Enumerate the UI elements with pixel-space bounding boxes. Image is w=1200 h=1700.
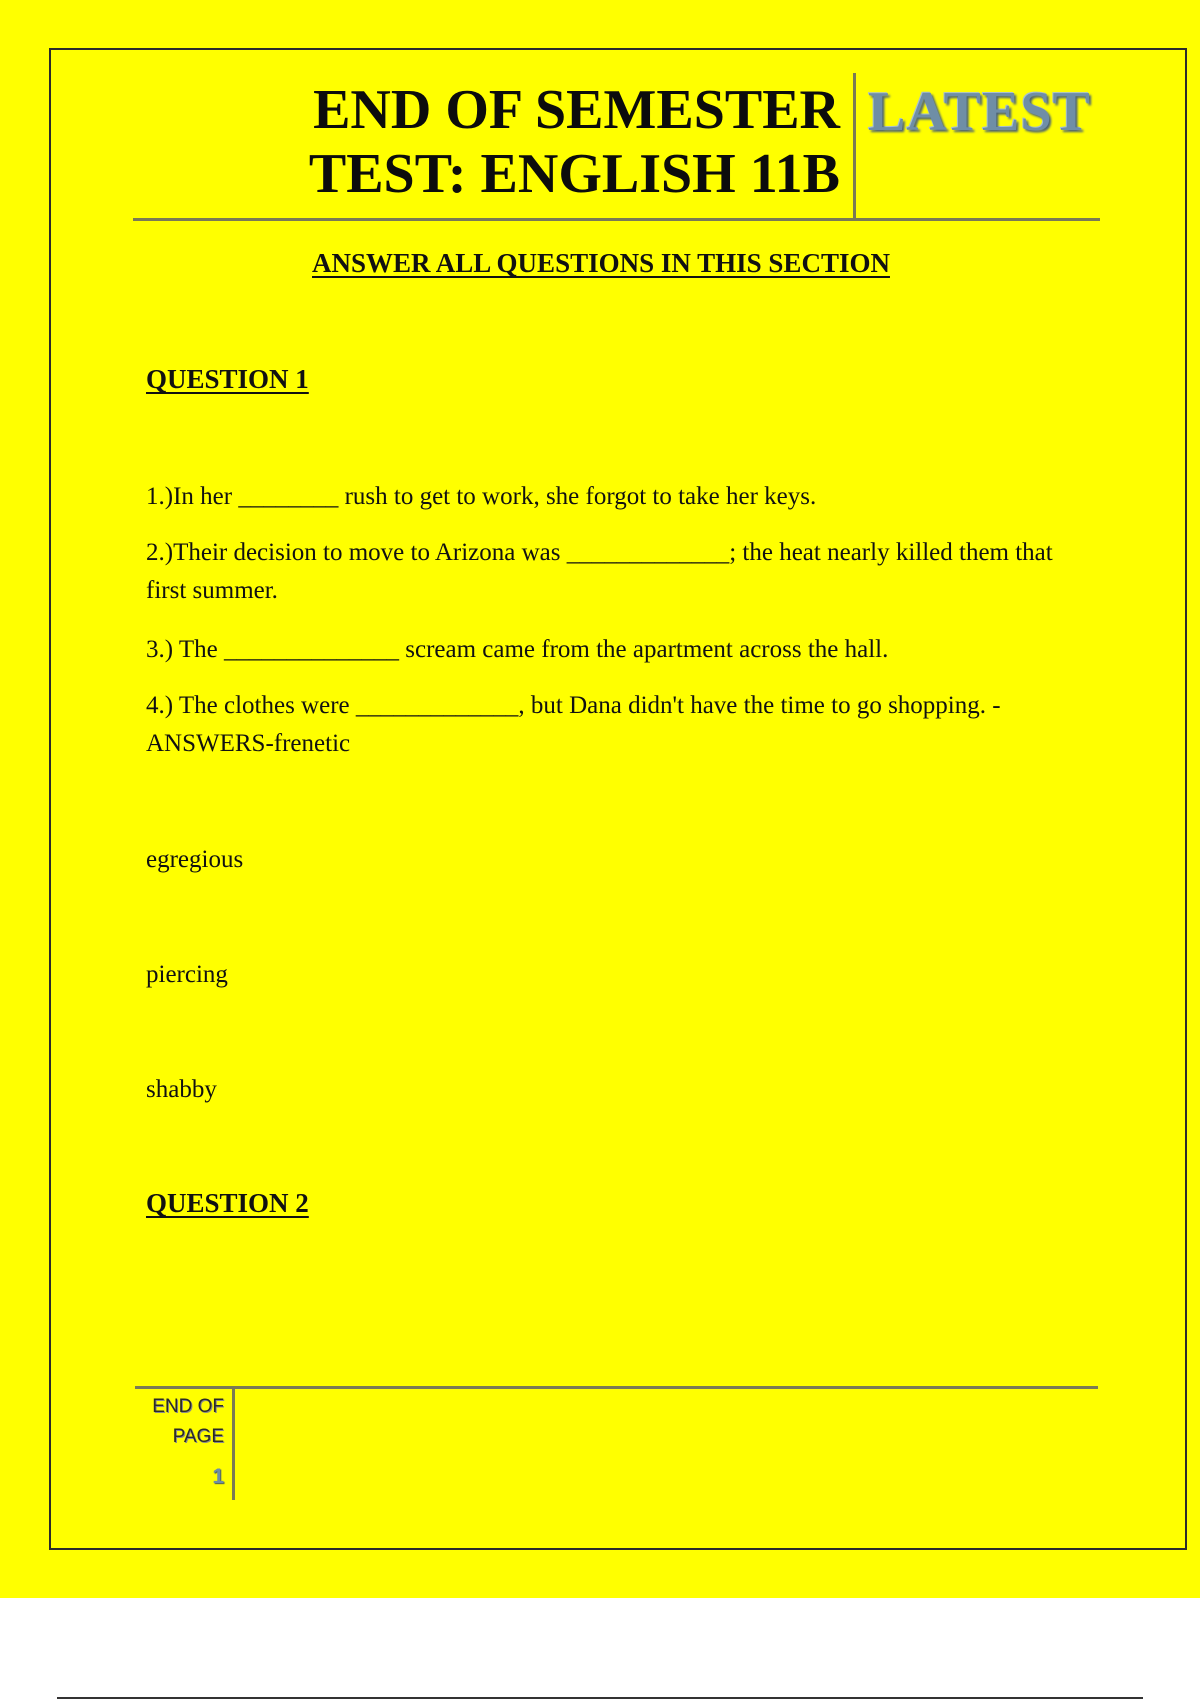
question-2-heading: QUESTION 2	[146, 1188, 309, 1218]
question-item-2: 2.)Their decision to move to Arizona was _____________; the heat nearly killed them that first summer.	[146, 539, 1053, 604]
header-rule	[133, 218, 1100, 221]
footer-divider	[232, 1388, 235, 1500]
footer-label-line-2: PAGE	[172, 1426, 224, 1447]
question-item-4: 4.) The clothes were _____________, but Dana didn't have the time to go shopping. - ANSWERS-frenetic	[146, 692, 1001, 757]
latest-tag: LATEST	[868, 81, 1091, 143]
bottom-rule	[57, 1697, 1143, 1699]
section-instruction: ANSWER ALL QUESTIONS IN THIS SECTION	[312, 248, 890, 278]
title-line-2: TEST: ENGLISH 11B	[308, 143, 840, 205]
title-divider	[853, 73, 856, 219]
title-line-1: END OF SEMESTER	[313, 79, 840, 141]
page-number: 1	[212, 1465, 224, 1488]
answer-item-3: shabby	[146, 1076, 217, 1103]
question-1-heading: QUESTION 1	[146, 364, 309, 394]
document-title	[260, 78, 840, 206]
footer-label	[140, 1392, 224, 1452]
question-item-1: 1.)In her ________ rush to get to work, she forgot to take her keys.	[146, 483, 817, 510]
question-item-3: 3.) The ______________ scream came from the apartment across the hall.	[146, 636, 889, 663]
footer-label-line-1: END OF	[152, 1396, 224, 1417]
answer-item-2: piercing	[146, 961, 228, 988]
answer-item-1: egregious	[146, 846, 244, 873]
footer-rule	[135, 1386, 1098, 1389]
